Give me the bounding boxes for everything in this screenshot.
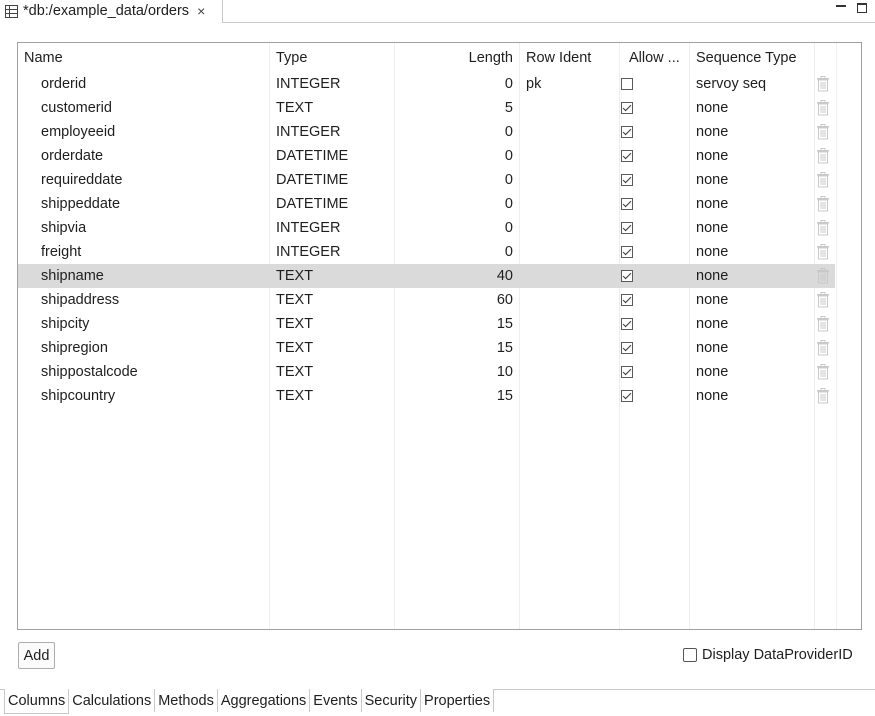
table-row[interactable] — [18, 288, 861, 312]
cell-length[interactable]: 0 — [504, 172, 513, 188]
trash-icon[interactable] — [816, 360, 830, 384]
trash-icon[interactable] — [816, 192, 830, 216]
cell-name[interactable]: orderid — [41, 76, 87, 92]
cell-length[interactable]: 15 — [496, 388, 513, 404]
trash-icon[interactable] — [816, 336, 830, 360]
allow-null-checkbox[interactable] — [621, 126, 633, 138]
cell-type[interactable]: DATETIME — [276, 196, 349, 212]
table-row[interactable] — [18, 360, 861, 384]
cell-type[interactable]: TEXT — [276, 316, 314, 332]
table-row[interactable] — [18, 312, 861, 336]
cell-length[interactable]: 0 — [504, 244, 513, 260]
cell-length[interactable]: 60 — [496, 292, 513, 308]
trash-icon[interactable] — [816, 264, 830, 288]
cell-type[interactable]: INTEGER — [276, 124, 341, 140]
cell-length[interactable]: 0 — [504, 76, 513, 92]
add-button[interactable]: Add — [18, 642, 55, 669]
table-row[interactable] — [18, 336, 861, 360]
cell-allow-null[interactable] — [621, 216, 633, 240]
table-icon — [5, 5, 18, 18]
cell-allow-null[interactable] — [621, 240, 633, 264]
header-type[interactable]: Type — [276, 49, 308, 66]
tab-properties[interactable]: Properties — [421, 689, 494, 712]
close-icon[interactable]: × — [197, 3, 206, 19]
trash-icon[interactable] — [816, 96, 830, 120]
trash-icon[interactable] — [816, 384, 830, 408]
trash-icon[interactable] — [816, 72, 830, 96]
cell-sequence-type[interactable]: none — [696, 148, 729, 164]
cell-sequence-type[interactable]: none — [696, 172, 729, 188]
cell-sequence-type[interactable]: none — [696, 268, 729, 284]
table-header — [18, 43, 861, 72]
cell-length[interactable]: 15 — [496, 340, 513, 356]
allow-null-checkbox[interactable] — [621, 78, 633, 90]
cell-type[interactable]: TEXT — [276, 292, 314, 308]
editor-tab-title: *db:/example_data/orders — [23, 3, 190, 19]
allow-null-checkbox[interactable] — [621, 270, 633, 282]
cell-name[interactable]: orderdate — [41, 148, 104, 164]
table-row[interactable] — [18, 144, 861, 168]
cell-name[interactable]: freight — [41, 244, 82, 260]
cell-name[interactable]: shipaddress — [41, 292, 120, 308]
cell-sequence-type[interactable]: none — [696, 100, 729, 116]
cell-sequence-type[interactable]: none — [696, 340, 729, 356]
cell-allow-null[interactable] — [621, 336, 633, 360]
cell-sequence-type[interactable]: none — [696, 292, 729, 308]
cell-name[interactable]: shipregion — [41, 340, 108, 356]
minimize-icon[interactable] — [834, 0, 848, 14]
table-row[interactable] — [18, 384, 861, 408]
allow-null-checkbox[interactable] — [621, 102, 633, 114]
header-row-ident[interactable]: Row Ident — [526, 49, 592, 66]
cell-length[interactable]: 0 — [504, 148, 513, 164]
header-length[interactable]: Length — [468, 49, 513, 66]
table-row[interactable] — [18, 96, 861, 120]
tab-security[interactable]: Security — [362, 689, 421, 712]
trash-icon[interactable] — [816, 288, 830, 312]
cell-length[interactable]: 0 — [504, 124, 513, 140]
cell-type[interactable]: INTEGER — [276, 220, 341, 236]
columns-table[interactable] — [17, 42, 862, 630]
cell-name[interactable]: requireddate — [41, 172, 123, 188]
tab-methods[interactable]: Methods — [155, 689, 218, 712]
allow-null-checkbox[interactable] — [621, 198, 633, 210]
cell-allow-null[interactable] — [621, 264, 633, 288]
table-row[interactable] — [18, 120, 861, 144]
header-allow-null[interactable]: Allow ... — [629, 49, 680, 66]
trash-icon[interactable] — [816, 240, 830, 264]
cell-length[interactable]: 0 — [504, 196, 513, 212]
editor-tab[interactable] — [0, 0, 223, 22]
table-row[interactable] — [18, 192, 861, 216]
editor-bottom-tabs — [4, 689, 494, 713]
header-name[interactable]: Name — [24, 49, 63, 66]
cell-name[interactable]: employeeid — [41, 124, 116, 140]
trash-icon[interactable] — [816, 144, 830, 168]
trash-icon[interactable] — [816, 216, 830, 240]
cell-sequence-type[interactable]: none — [696, 316, 729, 332]
cell-sequence-type[interactable]: none — [696, 244, 729, 260]
cell-allow-null[interactable] — [621, 168, 633, 192]
allow-null-checkbox[interactable] — [621, 150, 633, 162]
allow-null-checkbox[interactable] — [621, 342, 633, 354]
cell-type[interactable]: TEXT — [276, 364, 314, 380]
tab-divider — [222, 22, 875, 23]
table-row[interactable] — [18, 264, 835, 288]
cell-name[interactable]: shippostalcode — [41, 364, 138, 380]
cell-allow-null[interactable] — [621, 360, 633, 384]
allow-null-checkbox[interactable] — [621, 318, 633, 330]
cell-allow-null[interactable] — [621, 192, 633, 216]
trash-icon[interactable] — [816, 168, 830, 192]
header-sequence-type[interactable]: Sequence Type — [696, 49, 797, 66]
cell-allow-null[interactable] — [621, 120, 633, 144]
cell-type[interactable]: INTEGER — [276, 76, 341, 92]
trash-icon[interactable] — [816, 312, 830, 336]
allow-null-checkbox[interactable] — [621, 246, 633, 258]
cell-name[interactable]: shipcity — [41, 316, 90, 332]
cell-allow-null[interactable] — [621, 96, 633, 120]
cell-sequence-type[interactable]: none — [696, 364, 729, 380]
trash-icon[interactable] — [816, 120, 830, 144]
cell-sequence-type[interactable]: none — [696, 124, 729, 140]
cell-allow-null[interactable] — [621, 144, 633, 168]
cell-sequence-type[interactable]: none — [696, 388, 729, 404]
cell-length[interactable]: 15 — [496, 316, 513, 332]
cell-allow-null[interactable] — [621, 72, 633, 96]
cell-allow-null[interactable] — [621, 312, 633, 336]
allow-null-checkbox[interactable] — [621, 390, 633, 402]
cell-type[interactable]: DATETIME — [276, 148, 349, 164]
allow-null-checkbox[interactable] — [621, 294, 633, 306]
allow-null-checkbox[interactable] — [621, 222, 633, 234]
table-row[interactable] — [18, 72, 861, 96]
cell-sequence-type[interactable]: none — [696, 220, 729, 236]
display-dataprovider-label: Display DataProviderID — [702, 647, 853, 663]
tab-aggregations[interactable]: Aggregations — [218, 689, 310, 712]
tab-events[interactable]: Events — [310, 689, 361, 712]
cell-type[interactable]: TEXT — [276, 388, 314, 404]
allow-null-checkbox[interactable] — [621, 366, 633, 378]
cell-allow-null[interactable] — [621, 288, 633, 312]
cell-sequence-type[interactable]: none — [696, 196, 729, 212]
cell-type[interactable]: TEXT — [276, 100, 314, 116]
cell-type[interactable]: TEXT — [276, 340, 314, 356]
cell-name[interactable]: shipvia — [41, 220, 87, 236]
cell-row-ident[interactable]: pk — [526, 76, 542, 92]
cell-allow-null[interactable] — [621, 384, 633, 408]
cell-type[interactable]: TEXT — [276, 268, 314, 284]
maximize-icon[interactable] — [855, 0, 869, 14]
cell-type[interactable]: DATETIME — [276, 172, 349, 188]
cell-name[interactable]: shipname — [41, 268, 104, 284]
table-row[interactable] — [18, 240, 861, 264]
cell-name[interactable]: shipcountry — [41, 388, 116, 404]
cell-type[interactable]: INTEGER — [276, 244, 341, 260]
cell-name[interactable]: shippeddate — [41, 196, 121, 212]
cell-length[interactable]: 10 — [496, 364, 513, 380]
table-row[interactable] — [18, 216, 861, 240]
tab-columns[interactable]: Columns — [4, 689, 69, 714]
cell-length[interactable]: 40 — [496, 268, 513, 284]
allow-null-checkbox[interactable] — [621, 174, 633, 186]
table-row[interactable] — [18, 168, 861, 192]
cell-name[interactable]: customerid — [41, 100, 112, 116]
display-dataprovider-checkbox[interactable] — [683, 648, 697, 662]
display-dataprovider-option[interactable] — [683, 647, 853, 663]
cell-length[interactable]: 0 — [504, 220, 513, 236]
cell-length[interactable]: 5 — [504, 100, 513, 116]
cell-sequence-type[interactable]: servoy seq — [696, 76, 767, 92]
tab-calculations[interactable]: Calculations — [69, 689, 155, 712]
